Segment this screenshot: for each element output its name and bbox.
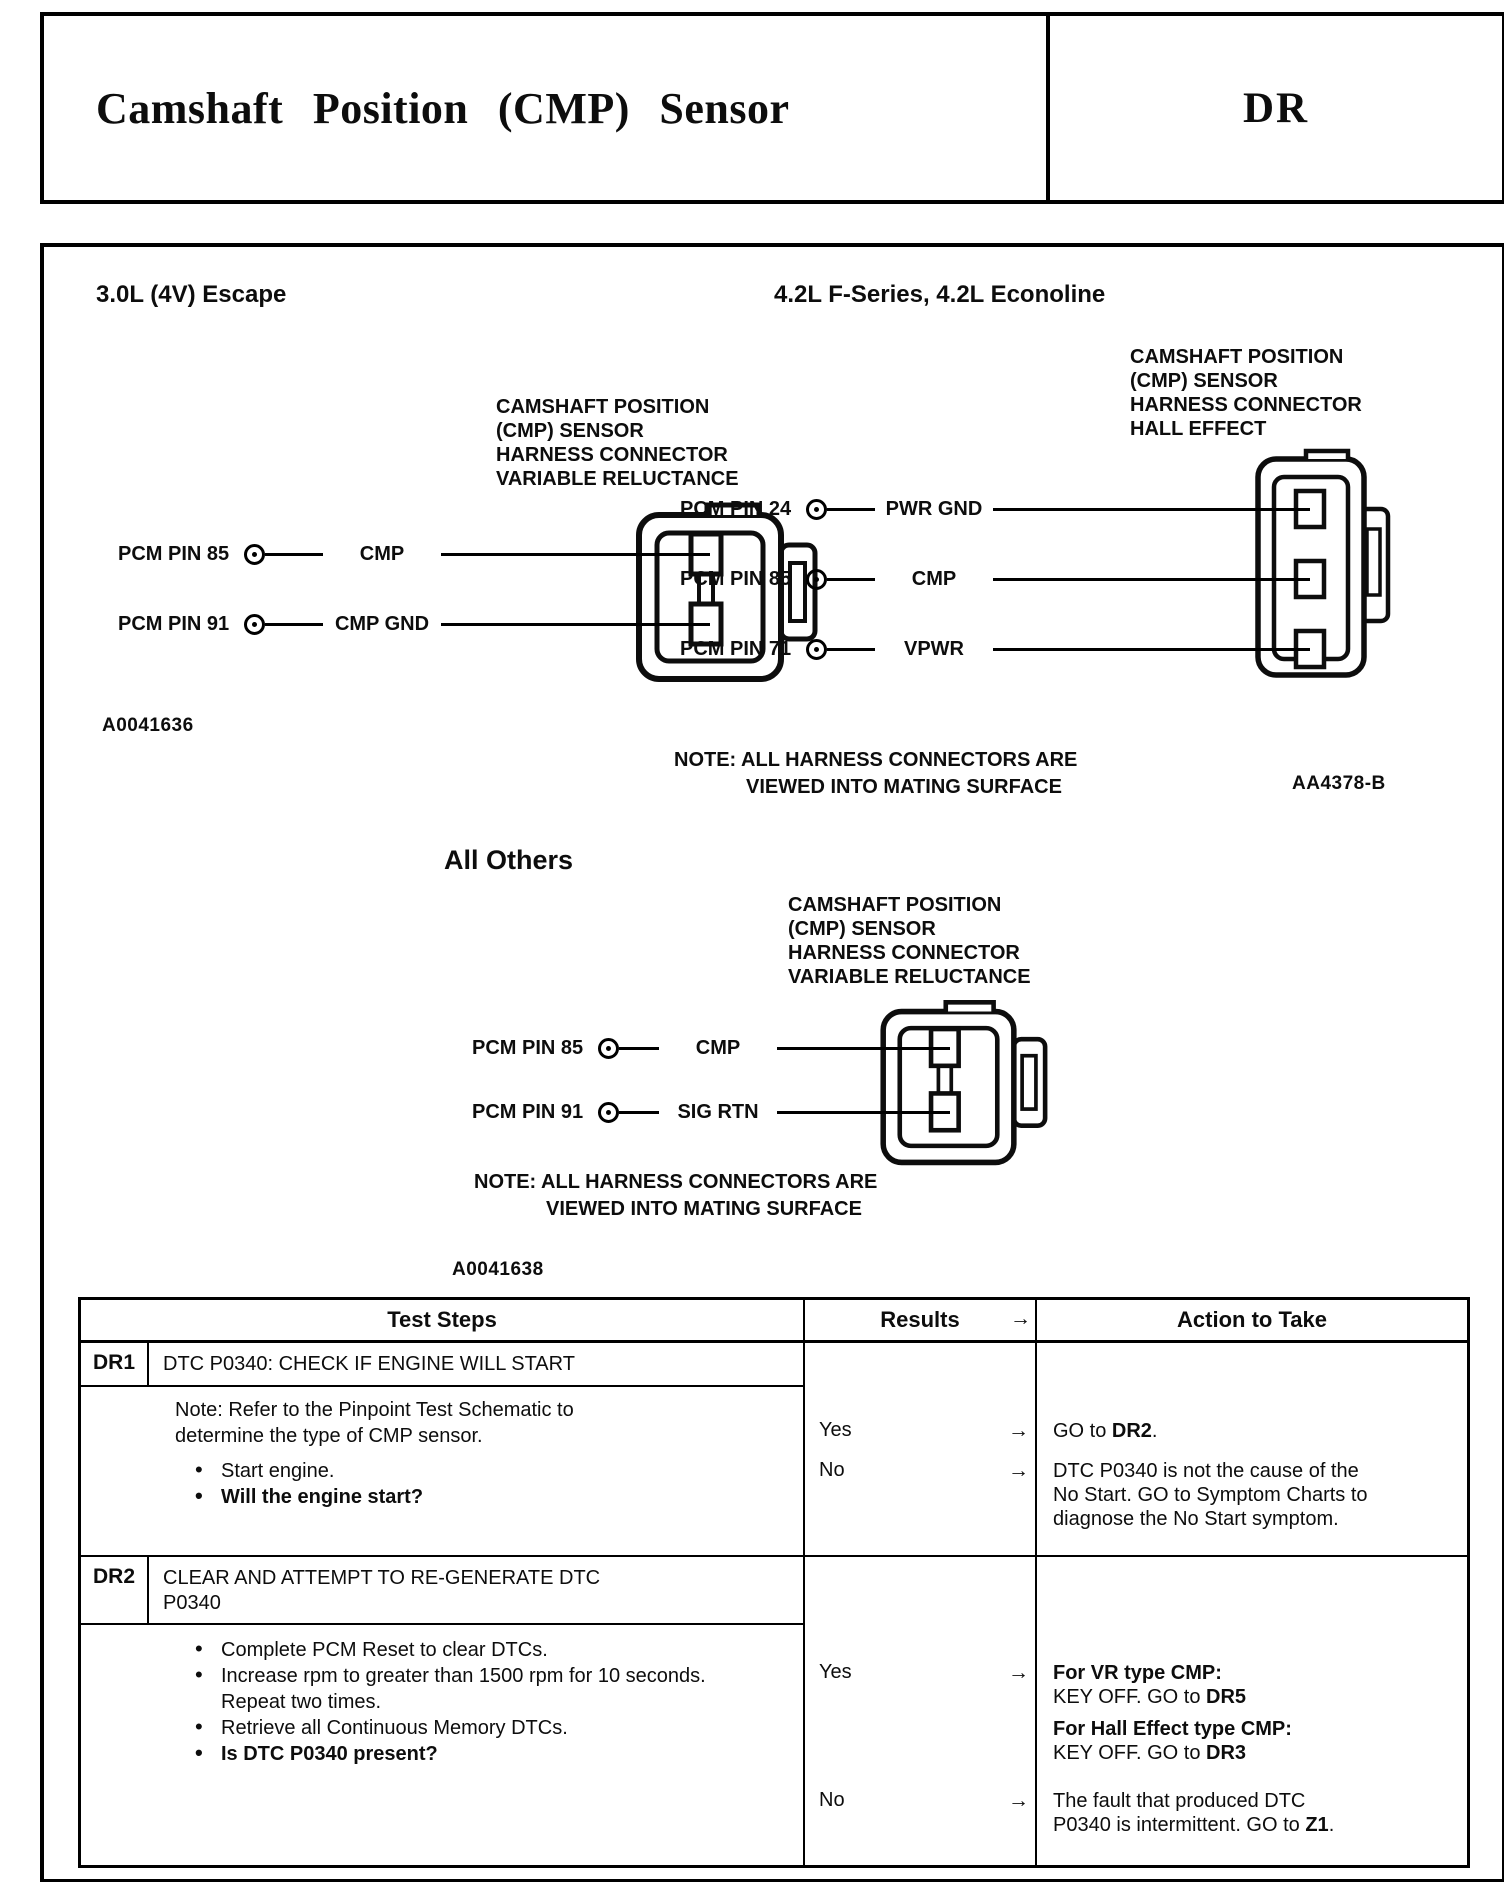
dr1-action-cell [1037, 1343, 1467, 1555]
connector-label-line: VARIABLE RELUCTANCE [496, 468, 739, 490]
vr-connector-drawing [629, 497, 829, 697]
vr-connector-drawing [874, 995, 1058, 1179]
signal-label: CMP GND [334, 612, 430, 635]
pin-row [472, 1035, 950, 1061]
step-reference: DR2 [1111, 1420, 1152, 1442]
pcm-pin-label: PCM PIN 85 [472, 1036, 584, 1059]
terminal-icon [244, 614, 265, 635]
bullet-item: • Will the engine start? [175, 1484, 726, 1510]
terminal-icon [244, 544, 265, 565]
connector-label-line: (CMP) SENSOR [496, 420, 644, 442]
dr2-action-yes [1053, 1661, 1292, 1765]
signal-label: VPWR [904, 637, 964, 660]
dr2-action-cell [1037, 1557, 1467, 1865]
connector-label-line: HARNESS CONNECTOR [496, 444, 728, 466]
action-text: GO to [1053, 1420, 1112, 1442]
figure-id-escape: A0041636 [102, 715, 194, 736]
pcm-pin-label: PCM PIN 85 [680, 567, 792, 590]
dr1-step-header [81, 1343, 803, 1387]
terminal-icon [806, 569, 827, 590]
wire-line [993, 508, 1310, 511]
dr1-action-yes [1053, 1419, 1157, 1443]
dr1-results-cell [805, 1343, 1037, 1555]
wire-line [441, 553, 710, 556]
pcm-pin-label: PCM PIN 91 [118, 612, 230, 635]
bullet-item: • Is DTC P0340 present? [175, 1741, 726, 1767]
dr2-action-no [1053, 1789, 1358, 1837]
pinpoint-test-table [78, 1297, 1470, 1868]
heading-fseries: 4.2L F-Series, 4.2L Econoline [774, 281, 1106, 308]
figure-id-all-others: A0041638 [452, 1259, 544, 1280]
terminal-icon [806, 639, 827, 660]
signal-label: CMP [695, 1036, 741, 1059]
content-panel [40, 243, 1504, 1882]
action-text: KEY OFF. GO to [1053, 1742, 1207, 1764]
connector-label-line: HALL EFFECT [1130, 418, 1267, 440]
step-title-line: P0340 [163, 1592, 221, 1614]
connector-label-line: VARIABLE RELUCTANCE [788, 966, 1031, 988]
action-text: . [1328, 1814, 1335, 1836]
column-header-test-steps: Test Steps [81, 1300, 805, 1340]
section-code: DR [1046, 16, 1502, 200]
signal-label: CMP [911, 567, 957, 590]
connector-label-line: HARNESS CONNECTOR [1130, 394, 1362, 416]
arrow-icon: → [1008, 1661, 1029, 1684]
dr2-bullet-list [175, 1637, 795, 1767]
terminal-icon [598, 1038, 619, 1059]
result-yes-label: Yes [819, 1419, 852, 1441]
step-id-dr1: DR1 [81, 1343, 149, 1385]
dr1-result-no [819, 1459, 1031, 1483]
signal-label: SIG RTN [677, 1100, 759, 1123]
dr2-test-steps-cell [81, 1557, 805, 1865]
wire-line [441, 623, 710, 626]
connector-label-line: HARNESS CONNECTOR [788, 942, 1020, 964]
results-header-label: Results [880, 1307, 960, 1332]
arrow-icon: → [1008, 1459, 1029, 1482]
action-text: . [1151, 1420, 1158, 1442]
test-step-dr1 [81, 1343, 1467, 1555]
connector-label-escape [496, 395, 739, 491]
arrow-icon: → [1010, 1307, 1031, 1330]
wire-line [777, 1047, 950, 1050]
wire-line [993, 648, 1310, 651]
action-heading: For Hall Effect type CMP: [1053, 1718, 1292, 1740]
wire-line [777, 1111, 950, 1114]
step-reference: DR5 [1206, 1686, 1247, 1708]
bullet-item: • Complete PCM Reset to clear DTCs. [175, 1637, 726, 1663]
step-title-line: CLEAR AND ATTEMPT TO RE-GENERATE DTC [163, 1567, 601, 1589]
step-title-dr2 [149, 1557, 610, 1623]
action-heading: For VR type CMP: [1053, 1662, 1222, 1684]
action-text-line [1053, 1685, 1292, 1709]
dr1-bullet-list [175, 1458, 795, 1510]
harness-note-all-others [474, 1169, 877, 1223]
dr1-step-body [81, 1387, 803, 1510]
dr2-result-yes [819, 1661, 1031, 1685]
bullet-item: • Increase rpm to greater than 1500 rpm for 10 seconds. Repeat two times. [175, 1663, 726, 1715]
pin-row [680, 566, 1310, 592]
harness-note-fseries [674, 747, 1077, 801]
pin-row [118, 611, 710, 637]
figure-id-fseries: AA4378-B [1292, 773, 1386, 794]
bullet-item: • Start engine. [175, 1458, 726, 1484]
connector-label-line: (CMP) SENSOR [788, 918, 936, 940]
wire-line [827, 578, 875, 581]
signal-label: CMP [359, 542, 405, 565]
table-header-row [81, 1300, 1467, 1343]
result-no-label: No [819, 1789, 845, 1811]
dr1-result-yes [819, 1419, 1031, 1443]
page-title: Camshaft Position (CMP) Sensor [96, 83, 790, 133]
dr1-action-no: DTC P0340 is not the cause of the No Start. GO to Symptom Charts to diagnose the No Start symptom. [1053, 1460, 1368, 1530]
pin-row [680, 636, 1310, 662]
bullet-item: • Retrieve all Continuous Memory DTCs. [175, 1715, 726, 1741]
connector-label-all-others [788, 893, 1031, 989]
dr1-note: Note: Refer to the Pinpoint Test Schematic to determine the type of CMP sensor. [175, 1399, 574, 1447]
dr2-result-no [819, 1789, 1031, 1813]
harness-note-line2: VIEWED INTO MATING SURFACE [746, 776, 1062, 798]
action-text: The fault that produced DTC P0340 is intermittent. GO to [1053, 1790, 1306, 1836]
harness-note-line2: VIEWED INTO MATING SURFACE [546, 1198, 862, 1220]
terminal-icon [598, 1102, 619, 1123]
connector-label-line: CAMSHAFT POSITION [788, 894, 1002, 916]
dr1-test-steps-cell [81, 1343, 805, 1555]
action-text-line [1053, 1741, 1292, 1765]
dr2-results-cell [805, 1557, 1037, 1865]
heading-all-others: All Others [444, 845, 574, 875]
wire-line [827, 648, 875, 651]
wire-line [619, 1111, 659, 1114]
step-id-dr2: DR2 [81, 1557, 149, 1623]
connector-label-line: (CMP) SENSOR [1130, 370, 1278, 392]
column-header-results [805, 1300, 1037, 1340]
column-header-action: Action to Take [1177, 1307, 1327, 1332]
pcm-pin-label: PCM PIN 91 [472, 1100, 584, 1123]
harness-note-line1: NOTE: ALL HARNESS CONNECTORS ARE [674, 749, 1078, 771]
action-text: KEY OFF. GO to [1053, 1686, 1207, 1708]
connector-label-fseries [1130, 345, 1362, 441]
pin-row [680, 496, 1310, 522]
connector-label-line: CAMSHAFT POSITION [496, 396, 710, 418]
wire-line [993, 578, 1310, 581]
dr2-step-header [81, 1557, 803, 1625]
dr2-step-body [81, 1625, 803, 1767]
arrow-icon: → [1008, 1789, 1029, 1812]
step-title-dr1: DTC P0340: CHECK IF ENGINE WILL START [163, 1353, 575, 1375]
wire-line [265, 623, 323, 626]
wire-line [265, 553, 323, 556]
pcm-pin-label: PCM PIN 24 [680, 497, 792, 520]
pin-row [118, 541, 710, 567]
pcm-pin-label: PCM PIN 71 [680, 637, 792, 660]
connector-label-line: CAMSHAFT POSITION [1130, 346, 1344, 368]
signal-label: PWR GND [885, 497, 983, 520]
pcm-pin-label: PCM PIN 85 [118, 542, 230, 565]
step-reference: DR3 [1206, 1742, 1247, 1764]
wire-line [619, 1047, 659, 1050]
pin-row [472, 1099, 950, 1125]
wire-line [827, 508, 875, 511]
test-step-dr2 [81, 1555, 1467, 1865]
arrow-icon: → [1008, 1419, 1029, 1442]
terminal-icon [806, 499, 827, 520]
step-reference: Z1 [1305, 1814, 1329, 1836]
result-no-label: No [819, 1459, 845, 1481]
result-yes-label: Yes [819, 1661, 852, 1683]
harness-note-line1: NOTE: ALL HARNESS CONNECTORS ARE [474, 1171, 878, 1193]
document-header [40, 12, 1504, 204]
heading-escape: 3.0L (4V) Escape [96, 281, 287, 308]
